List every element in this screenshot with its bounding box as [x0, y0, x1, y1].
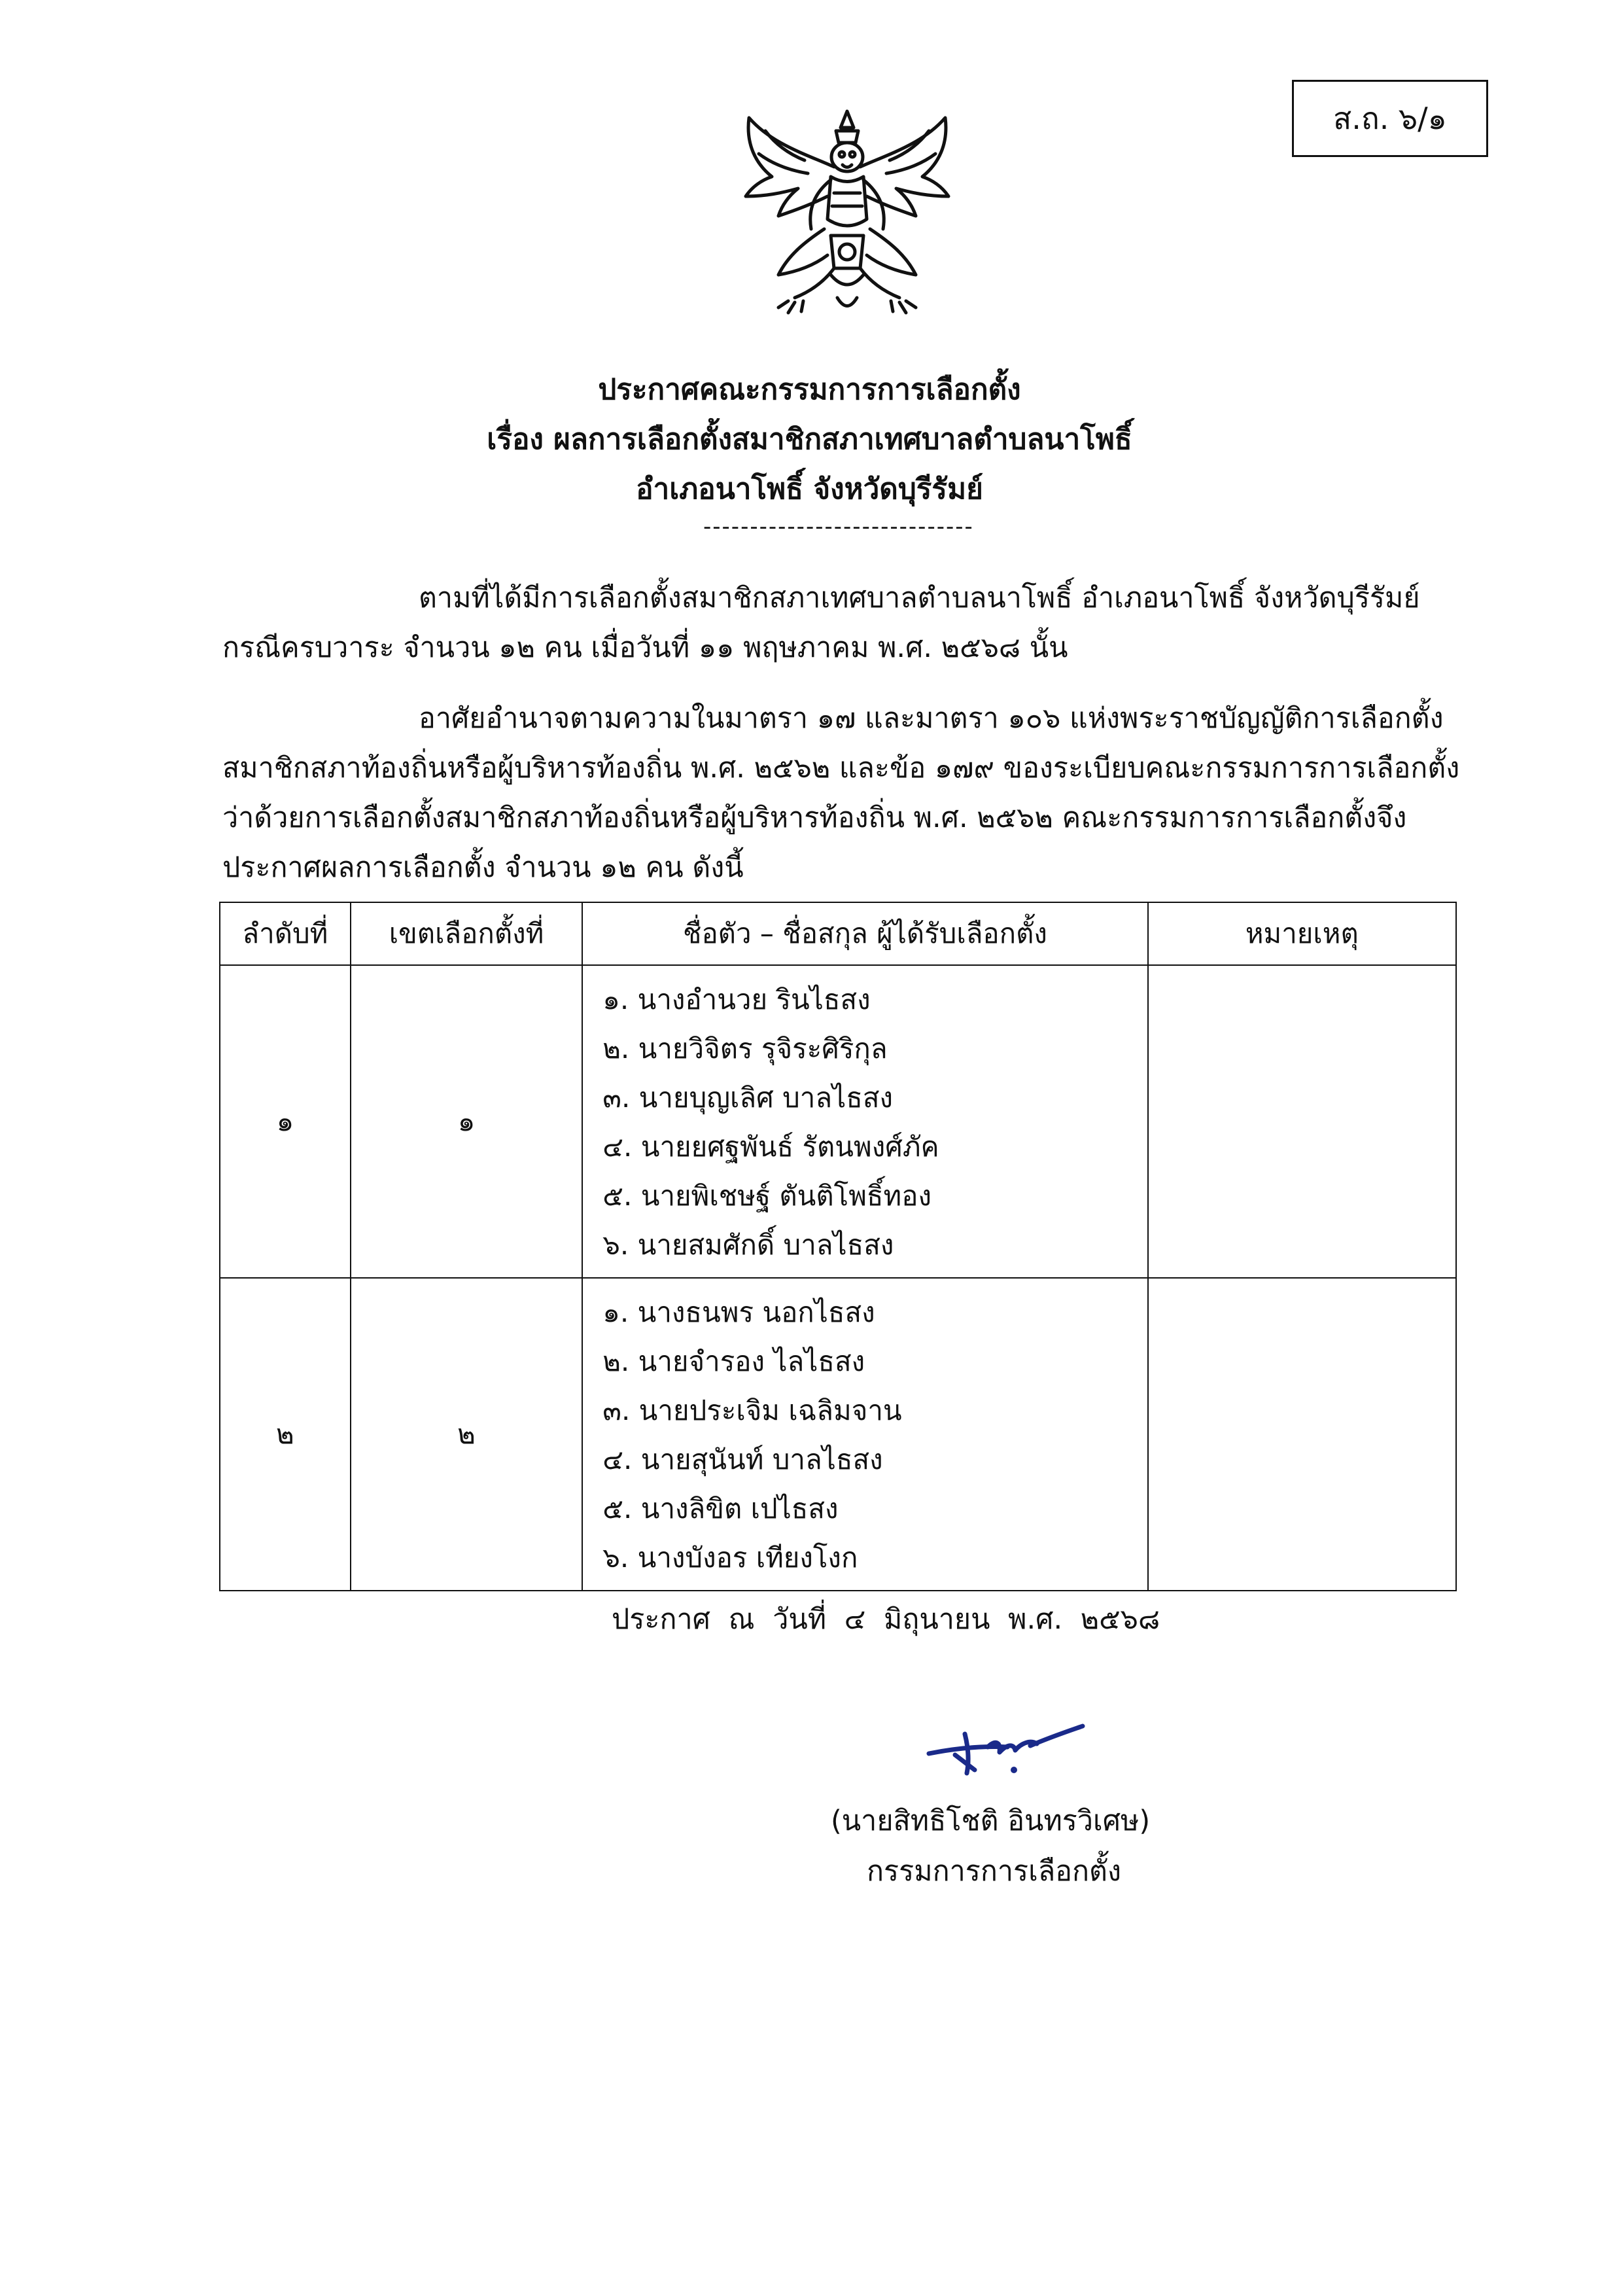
- signer-name: (นายสิทธิโชติ อินทรวิเศษ): [831, 1805, 1151, 1837]
- row-note: [1148, 1278, 1456, 1591]
- handwritten-signature-icon: [916, 1708, 1092, 1786]
- header-order: ลำดับที่: [220, 902, 351, 965]
- header-district: เขตเลือกตั้งที่: [351, 902, 582, 965]
- title-line-3: อำเภอนาโพธิ์ จังหวัดบุรีรัมย์: [636, 472, 983, 506]
- table-header-row: [220, 902, 1456, 965]
- title-rule: -----------------------------: [703, 514, 974, 540]
- garuda-emblem-icon: [726, 105, 968, 330]
- paragraph-2: อาศัยอำนาจตามความในมาตรา ๑๗ และมาตรา ๑๐๖ แห่งพระราชบัญญัติการเลือกตั้งสมาชิกสภาท้องถิ่นหรือผู้บริหารท้องถิ่น พ.ศ. ๒๕๖๒ และข้อ ๑๗๙ ของระเบียบคณะกรรมการการเลือกตั้งว่าด้วยการเลือกตั้งสมาชิกสภาท้องถิ่นหรือผู้บริหารท้องถิ่น พ.ศ. ๒๕๖๒ คณะกรรมการการเลือกตั้งจึงประกาศผลการเลือกตั้ง จำนวน ๑๒ คน ดังนี้: [222, 702, 1460, 884]
- row-note: [1148, 965, 1456, 1278]
- elected-name: ๔. นายสุนันท์ บาลไธสง: [602, 1443, 883, 1475]
- results-table: [219, 902, 1457, 1591]
- row-order: ๑: [220, 965, 351, 1278]
- row-district: ๑: [351, 965, 582, 1278]
- elected-name: ๓. นายประเจิม เฉลิมจาน: [602, 1394, 902, 1426]
- elected-name: ๖. นางบังอร เทียงโงก: [602, 1542, 858, 1574]
- elected-name: ๕. นางลิขิต เปไธสง: [602, 1492, 839, 1525]
- form-code-box: [1292, 80, 1488, 157]
- table-row: [220, 1278, 1456, 1591]
- header-note: หมายเหตุ: [1148, 902, 1456, 965]
- row-names: [582, 965, 1147, 1278]
- form-code: ส.ถ. ๖/๑: [1333, 100, 1447, 136]
- announcement-date: ประกาศ ณ วันที่ ๔ มิถุนายน พ.ศ. ๒๕๖๘: [612, 1603, 1160, 1636]
- elected-name: ๕. นายพิเชษฐ์ ตันติโพธิ์ทอง: [602, 1180, 931, 1212]
- elected-name: ๑. นางอำนวย รินไธสง: [602, 983, 871, 1016]
- elected-name: ๑. นางธนพร นอกไธสง: [602, 1296, 875, 1328]
- title-line-1: ประกาศคณะกรรมการการเลือกตั้ง: [598, 373, 1021, 406]
- table-row: [220, 965, 1456, 1278]
- row-names: [582, 1278, 1147, 1591]
- elected-name: ๓. นายบุญเลิศ บาลไธสง: [602, 1082, 893, 1114]
- paragraph-1: ตามที่ได้มีการเลือกตั้งสมาชิกสภาเทศบาลตำบลนาโพธิ์ อำเภอนาโพธิ์ จังหวัดบุรีรัมย์ กรณีครบวาระ จำนวน ๑๒ คน เมื่อวันที่ ๑๑ พฤษภาคม พ.ศ. ๒๕๖๘ นั้น: [222, 582, 1420, 664]
- row-district: ๒: [351, 1278, 582, 1591]
- title-line-2: เรื่อง ผลการเลือกตั้งสมาชิกสภาเทศบาลตำบลนาโพธิ์: [487, 423, 1132, 456]
- elected-name: ๔. นายยศฐพันธ์ รัตนพงศ์ภัค: [602, 1131, 939, 1163]
- elected-name: ๒. นายจำรอง ไลไธสง: [602, 1345, 865, 1377]
- row-order: ๒: [220, 1278, 351, 1591]
- signer-position: กรรมการการเลือกตั้ง: [867, 1855, 1121, 1888]
- elected-name: ๖. นายสมศักดิ์ บาลไธสง: [602, 1229, 894, 1261]
- elected-name: ๒. นายวิจิตร รุจิระศิริกุล: [602, 1033, 888, 1065]
- header-names: ชื่อตัว – ชื่อสกุล ผู้ได้รับเลือกตั้ง: [582, 902, 1147, 965]
